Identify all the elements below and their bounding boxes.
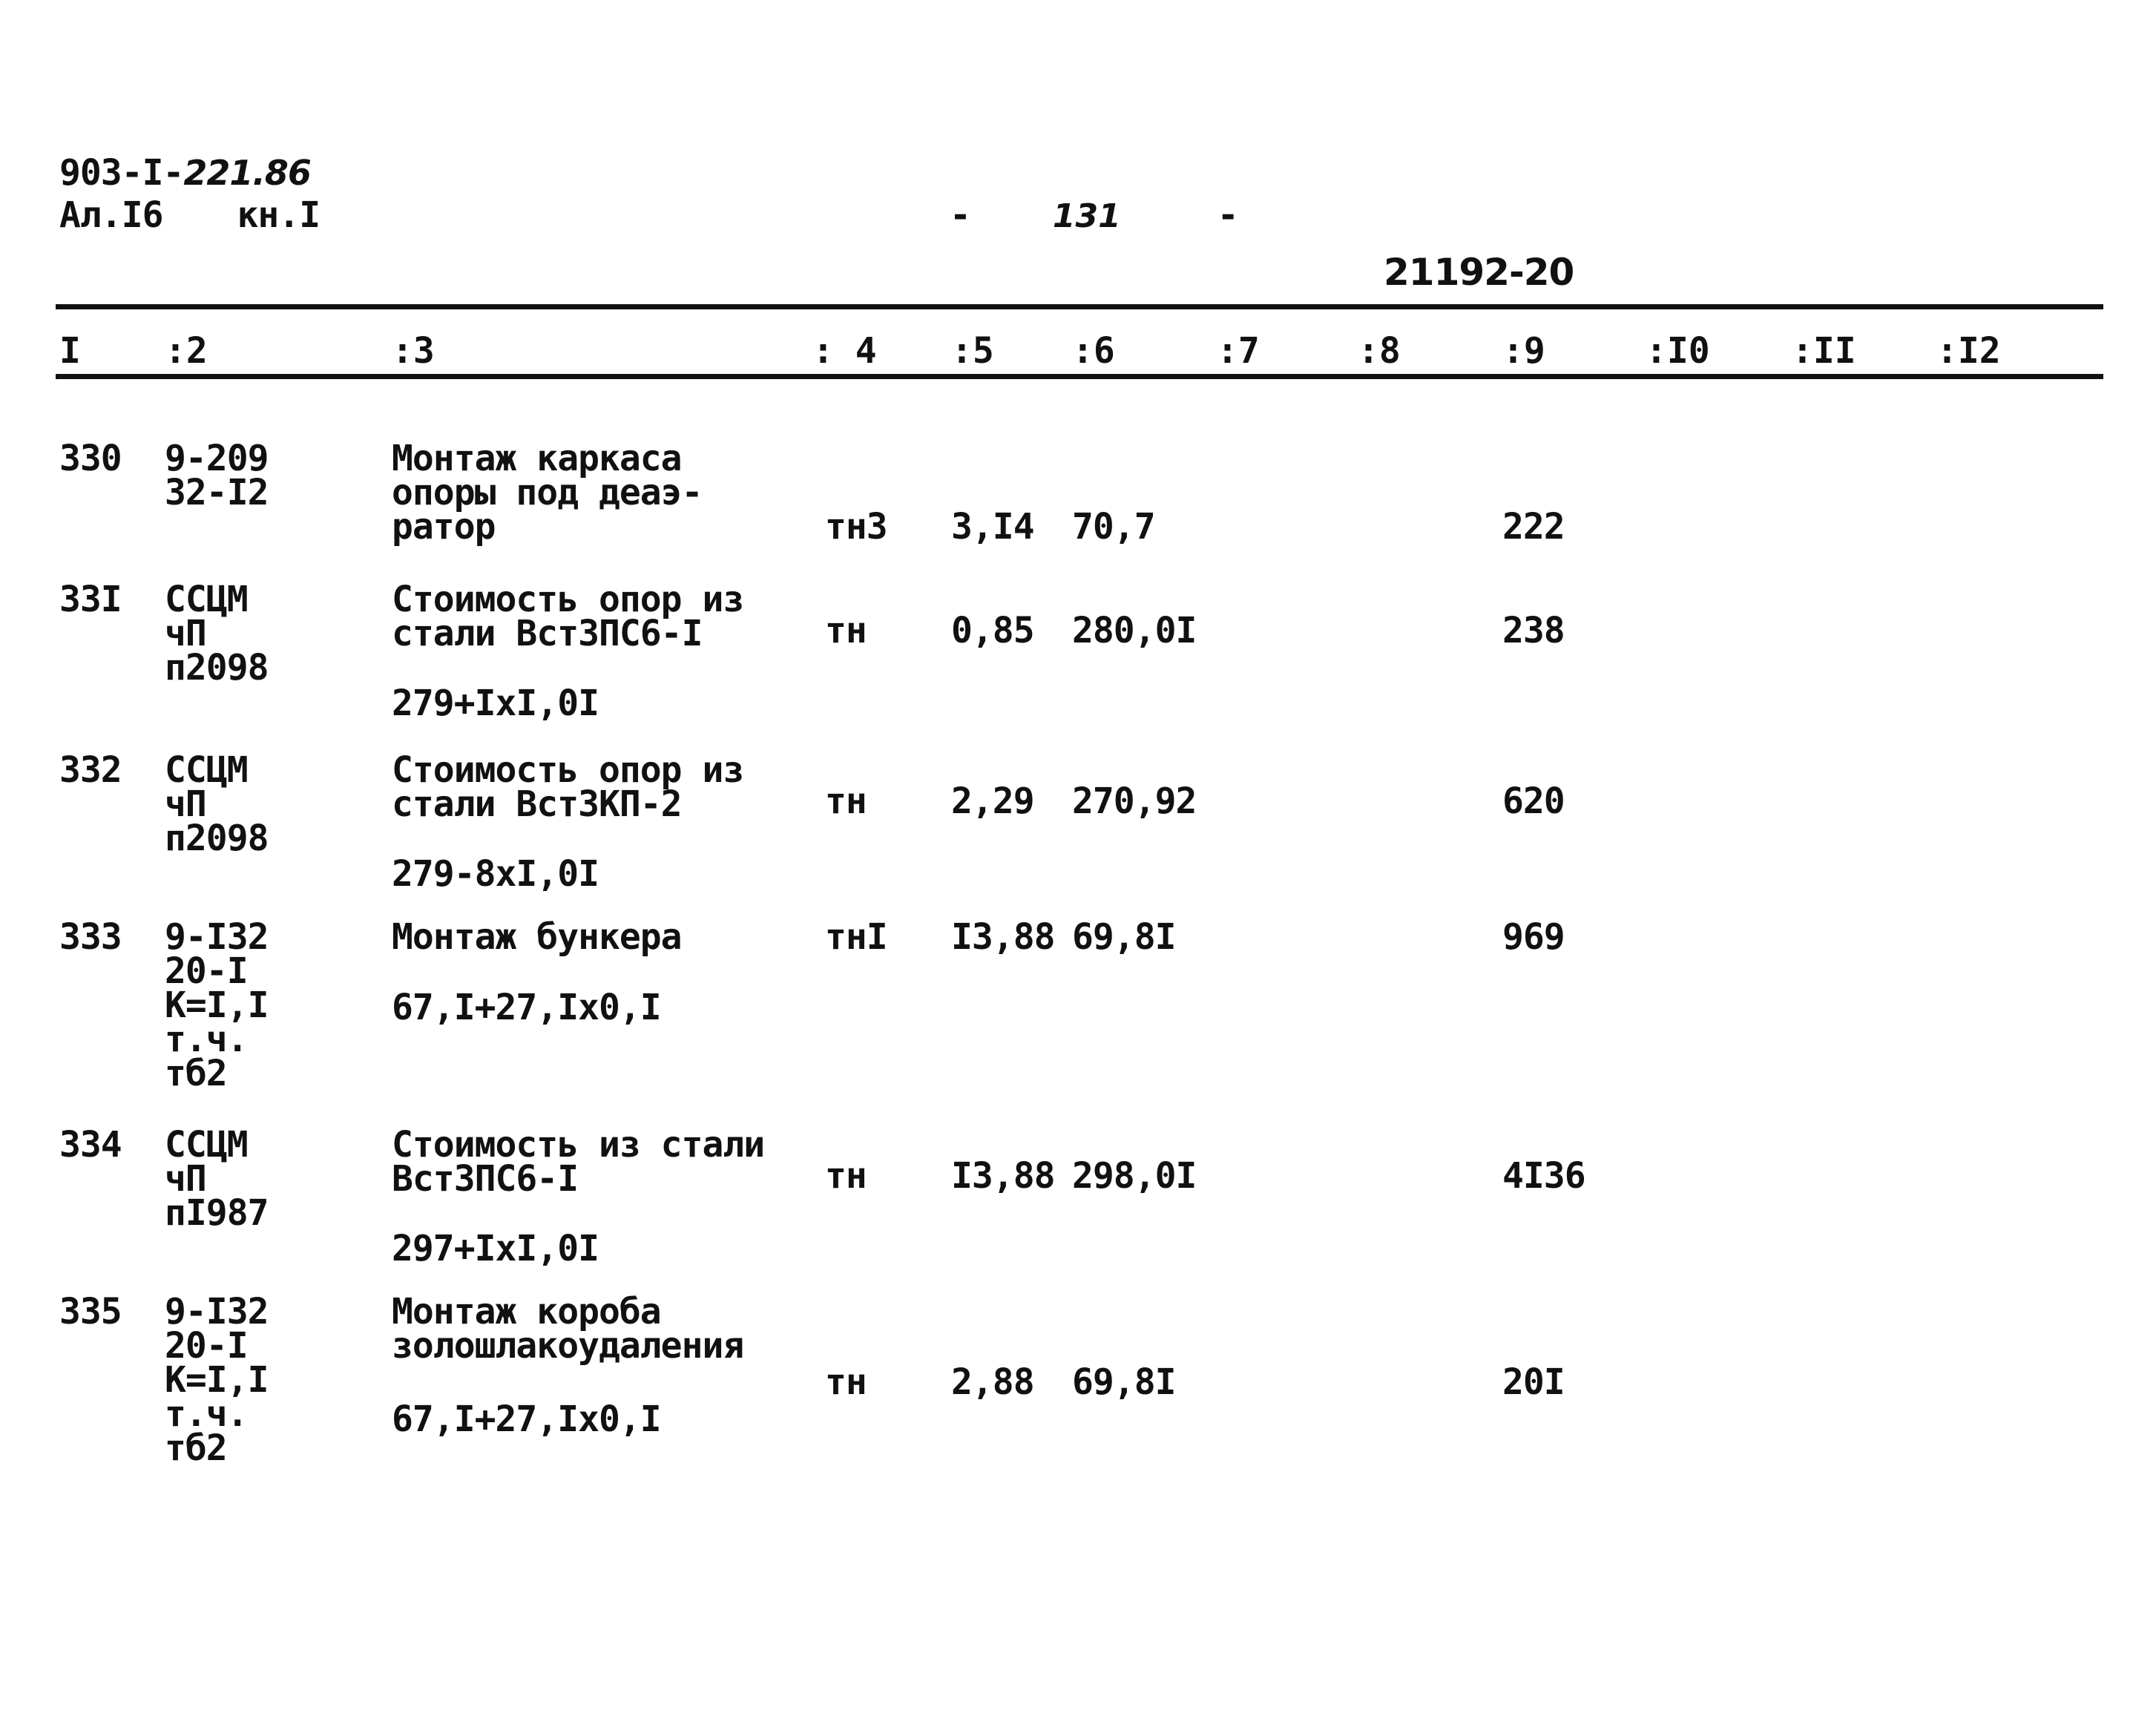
work-name-line: Стоимость опор из [392, 579, 744, 620]
calculation-formula: 67,I+27,Ix0,I [392, 1398, 661, 1440]
row-number: 334 [59, 1124, 122, 1166]
norm-code-line: 9-I32 [165, 916, 269, 958]
quantity: 2,88 [951, 1361, 1034, 1403]
norm-code-line: т.ч. [165, 1393, 248, 1435]
unit: тн [825, 1155, 867, 1197]
norm-code-line: К=I,I [165, 985, 269, 1026]
norm-code-line: чП [165, 613, 206, 654]
total-cost: 4I36 [1502, 1155, 1585, 1197]
work-name-line: Монтаж бункера [392, 916, 682, 958]
quantity: 3,I4 [951, 506, 1034, 548]
calculation-formula: 279+IxI,0I [392, 683, 599, 724]
norm-code-line: чП [165, 783, 206, 825]
work-name [392, 579, 744, 654]
unit-price: 280,0I [1072, 610, 1197, 651]
quantity: I3,88 [951, 1155, 1055, 1197]
norm-code [165, 916, 269, 1094]
sheet-reference [59, 194, 320, 236]
document-code-handwritten: 221.86 [183, 153, 311, 193]
total-cost: 620 [1502, 780, 1565, 822]
work-name [392, 916, 682, 958]
norm-code-line: тб2 [165, 1053, 227, 1094]
work-name-line: ратор [392, 506, 496, 548]
unit-price: 70,7 [1072, 506, 1155, 548]
column-header-6: :6 [1072, 330, 1115, 372]
norm-code-line: чП [165, 1158, 206, 1200]
book-number: кн.I [237, 194, 321, 236]
quantity: 2,29 [951, 780, 1034, 822]
row-number: 335 [59, 1291, 122, 1332]
norm-code [165, 579, 269, 688]
column-header-4: : 4 [812, 330, 877, 372]
column-header-7: :7 [1217, 330, 1260, 372]
unit-price: 69,8I [1072, 916, 1176, 958]
norm-code-line: ССЦМ [165, 579, 248, 620]
norm-code [165, 438, 269, 513]
table-top-rule [56, 304, 2103, 309]
total-cost: 969 [1502, 916, 1565, 958]
page-number: 131 [1052, 197, 1121, 235]
norm-code-line: пI987 [165, 1192, 269, 1234]
norm-code-line: 32-I2 [165, 472, 269, 513]
column-header-2: :2 [165, 330, 208, 372]
quantity: 0,85 [951, 610, 1034, 651]
unit: тн [825, 780, 867, 822]
column-header-8: :8 [1358, 330, 1401, 372]
column-header-12: :I2 [1936, 330, 2001, 372]
page-dash-right: - [1217, 194, 1239, 236]
norm-code-line: т.ч. [165, 1019, 248, 1060]
column-header-1: I [59, 330, 81, 372]
work-name-line: ВстЗПС6-I [392, 1158, 579, 1200]
total-cost: 238 [1502, 610, 1565, 651]
calculation-formula: 297+IxI,0I [392, 1228, 599, 1269]
norm-code-line: 9-I32 [165, 1291, 269, 1332]
page-number-block [950, 194, 1239, 236]
unit-price: 298,0I [1072, 1155, 1197, 1197]
norm-code-line: 9-209 [165, 438, 269, 479]
work-name-line: золошлакоудаления [392, 1325, 744, 1367]
table-header-rule [56, 374, 2103, 379]
unit: тн3 [825, 506, 887, 548]
work-name [392, 1124, 765, 1200]
work-name-line: Стоимость из стали [392, 1124, 765, 1166]
norm-code-line: п2098 [165, 647, 269, 688]
work-name [392, 1291, 744, 1367]
page-dash-left: - [950, 194, 971, 236]
calculation-formula: 279-8xI,0I [392, 853, 599, 895]
work-name-line: стали ВстЗКП-2 [392, 783, 682, 825]
row-number: 33I [59, 579, 122, 620]
column-header-9: :9 [1502, 330, 1545, 372]
work-name [392, 438, 703, 548]
norm-code-line: ССЦМ [165, 1124, 248, 1166]
norm-code-line: тб2 [165, 1427, 227, 1469]
norm-code-line: 20-I [165, 1325, 248, 1367]
unit-price: 270,92 [1072, 780, 1197, 822]
calculation-formula: 67,I+27,Ix0,I [392, 987, 661, 1028]
column-header-3: :3 [392, 330, 435, 372]
norm-code-line: ССЦМ [165, 749, 248, 791]
column-header-10: :I0 [1646, 330, 1710, 372]
unit-price: 69,8I [1072, 1361, 1176, 1403]
norm-code-line: п2098 [165, 818, 269, 859]
column-header-5: :5 [951, 330, 994, 372]
unit: тн [825, 1361, 867, 1403]
unit: тнI [825, 916, 887, 958]
column-header-11: :II [1792, 330, 1856, 372]
norm-code [165, 749, 269, 859]
work-name-line: стали ВстЗПС6-I [392, 613, 703, 654]
document-code [59, 152, 311, 194]
work-name-line: опоры под деаэ- [392, 472, 703, 513]
row-number: 332 [59, 749, 122, 791]
unit: тн [825, 610, 867, 651]
archive-number: 21192-20 [1384, 251, 1574, 294]
norm-code-line: К=I,I [165, 1359, 269, 1401]
row-number: 330 [59, 438, 122, 479]
norm-code [165, 1124, 269, 1234]
work-name-line: Монтаж каркаса [392, 438, 682, 479]
work-name-line: Стоимость опор из [392, 749, 744, 791]
sheet-number: Ал.I6 [59, 194, 163, 236]
norm-code [165, 1291, 269, 1469]
quantity: I3,88 [951, 916, 1055, 958]
norm-code-line: 20-I [165, 950, 248, 992]
work-name [392, 749, 744, 825]
total-cost: 20I [1502, 1361, 1565, 1403]
total-cost: 222 [1502, 506, 1565, 548]
work-name-line: Монтаж короба [392, 1291, 661, 1332]
row-number: 333 [59, 916, 122, 958]
document-code-prefix: 903-I- [59, 152, 184, 194]
